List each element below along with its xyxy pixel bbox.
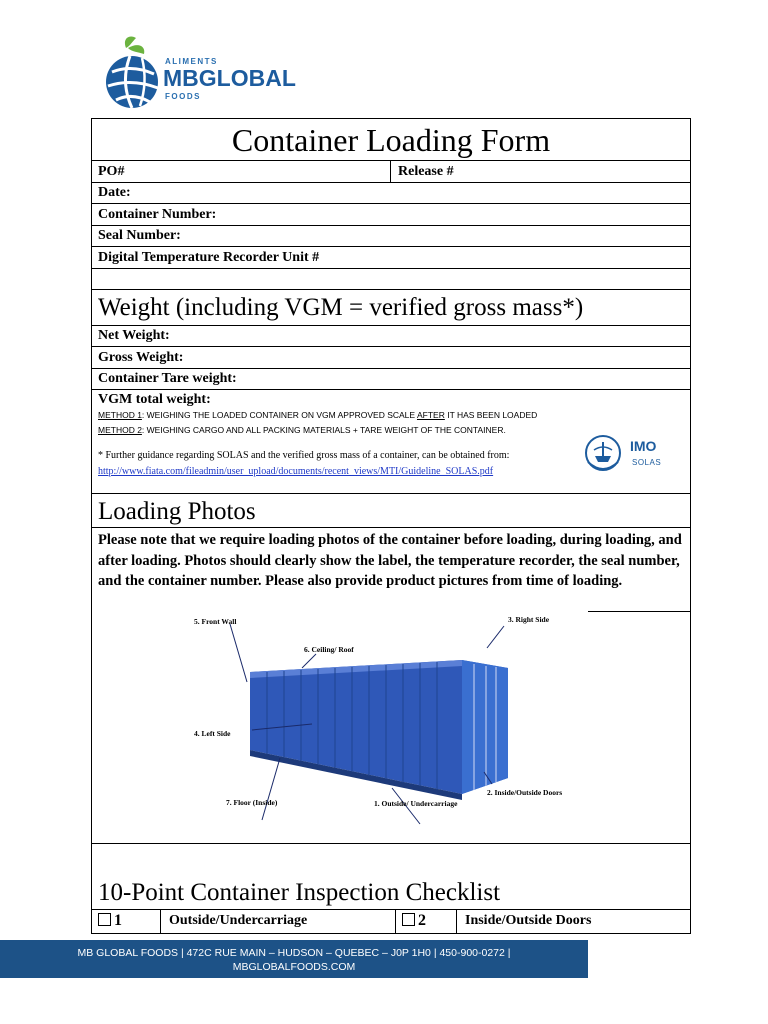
globe-leaf-icon — [102, 34, 164, 110]
recorder-row — [92, 247, 690, 269]
form-title: Container Loading Form — [231, 122, 551, 158]
tare-weight-label: Container Tare weight: — [98, 371, 237, 386]
tare-weight-row — [92, 369, 690, 390]
container-diagram-row — [92, 612, 690, 844]
po-label: PO# — [98, 164, 125, 179]
container-diagram — [192, 612, 602, 842]
label-undercarriage: 1. Outside/ Undercarriage — [374, 799, 458, 808]
checklist-item-1-label: Outside/Undercarriage — [169, 913, 308, 928]
weight-heading: Weight (including VGM = verified gross mass*) — [98, 294, 584, 321]
checkbox-icon — [402, 913, 415, 926]
blank-row — [92, 269, 690, 290]
imo-name: IMO — [630, 438, 657, 454]
date-row — [92, 183, 690, 204]
release-label: Release # — [398, 164, 454, 179]
solas-guideline-link[interactable]: http://www.fiata.com/fileadmin/user_upload/documents/recent_views/MTI/Guideline_SOLAS.pdf — [98, 466, 494, 477]
label-ceiling: 6. Ceiling/ Roof — [304, 645, 354, 654]
imo-sub: SOLAS — [632, 458, 662, 467]
footer-website: MBGLOBALFOODS.COM — [232, 961, 356, 973]
seal-number-label: Seal Number: — [98, 228, 181, 243]
imo-emblem-icon — [580, 432, 626, 476]
checklist-item-2[interactable]: 2 — [402, 911, 426, 931]
label-left-side: 4. Left Side — [194, 729, 231, 738]
container-loading-form — [91, 118, 691, 934]
checkbox-icon — [98, 913, 111, 926]
logo-name: MBGLOBAL — [163, 65, 296, 91]
label-floor: 7. Floor (Inside) — [226, 798, 278, 807]
weight-heading-row — [92, 290, 690, 326]
container-number-row — [92, 204, 690, 226]
logo-bottom-text: FOODS — [165, 92, 201, 101]
footer-address: MB GLOBAL FOODS | 472C RUE MAIN – HUDSON – QUEBEC – J0P 1H0 | 450-900-0272 | — [77, 947, 511, 959]
label-front-wall: 5. Front Wall — [194, 617, 237, 626]
gross-weight-row — [92, 347, 690, 369]
company-logo — [92, 28, 324, 112]
checklist-heading: 10-Point Container Inspection Checklist — [98, 879, 501, 906]
method-2: METHOD 2: WEIGHING CARGO AND ALL PACKING MATERIALS + TARE WEIGHT OF THE CONTAINER. — [98, 425, 506, 435]
guidance-text: * Further guidance regarding SOLAS and the verified gross mass of a container, can be obtained from: — [98, 450, 510, 461]
po-row — [92, 161, 690, 183]
net-weight-label: Net Weight: — [98, 328, 170, 343]
date-label: Date: — [98, 185, 131, 200]
imo-logo — [580, 432, 680, 476]
label-right-side: 3. Right Side — [508, 615, 550, 624]
vgm-row — [92, 390, 690, 408]
seal-number-row — [92, 226, 690, 247]
form-title-row — [92, 119, 690, 161]
photos-note-row — [92, 528, 690, 612]
vgm-label: VGM total weight: — [98, 392, 211, 407]
photos-heading-row — [92, 494, 690, 528]
net-weight-row — [92, 326, 690, 347]
checklist-item-1[interactable]: 1 — [98, 911, 122, 931]
label-inside-doors: 2. Inside/Outside Doors — [487, 788, 563, 797]
method-1: METHOD 1: WEIGHING THE LOADED CONTAINER ON VGM APPROVED SCALE AFTER IT HAS BEEN LOADED — [98, 410, 538, 420]
recorder-label: Digital Temperature Recorder Unit # — [98, 250, 320, 265]
photos-note: Please note that we require loading photos of the container before loading, during loading, and after loading. Photos should clearly show the label, the temperature recorder, the seal number, and the container number. Please also provide product pictures from time of loading. — [98, 532, 682, 589]
checklist-item-2-label: Inside/Outside Doors — [465, 913, 592, 928]
logo-top-text: ALIMENTS — [165, 57, 218, 66]
checklist-row-1 — [92, 910, 690, 933]
page-footer — [0, 940, 588, 978]
photos-heading: Loading Photos — [98, 498, 256, 525]
gross-weight-label: Gross Weight: — [98, 350, 184, 365]
checklist-heading-row — [92, 844, 690, 910]
methods-block — [92, 408, 690, 494]
container-number-label: Container Number: — [98, 207, 217, 222]
